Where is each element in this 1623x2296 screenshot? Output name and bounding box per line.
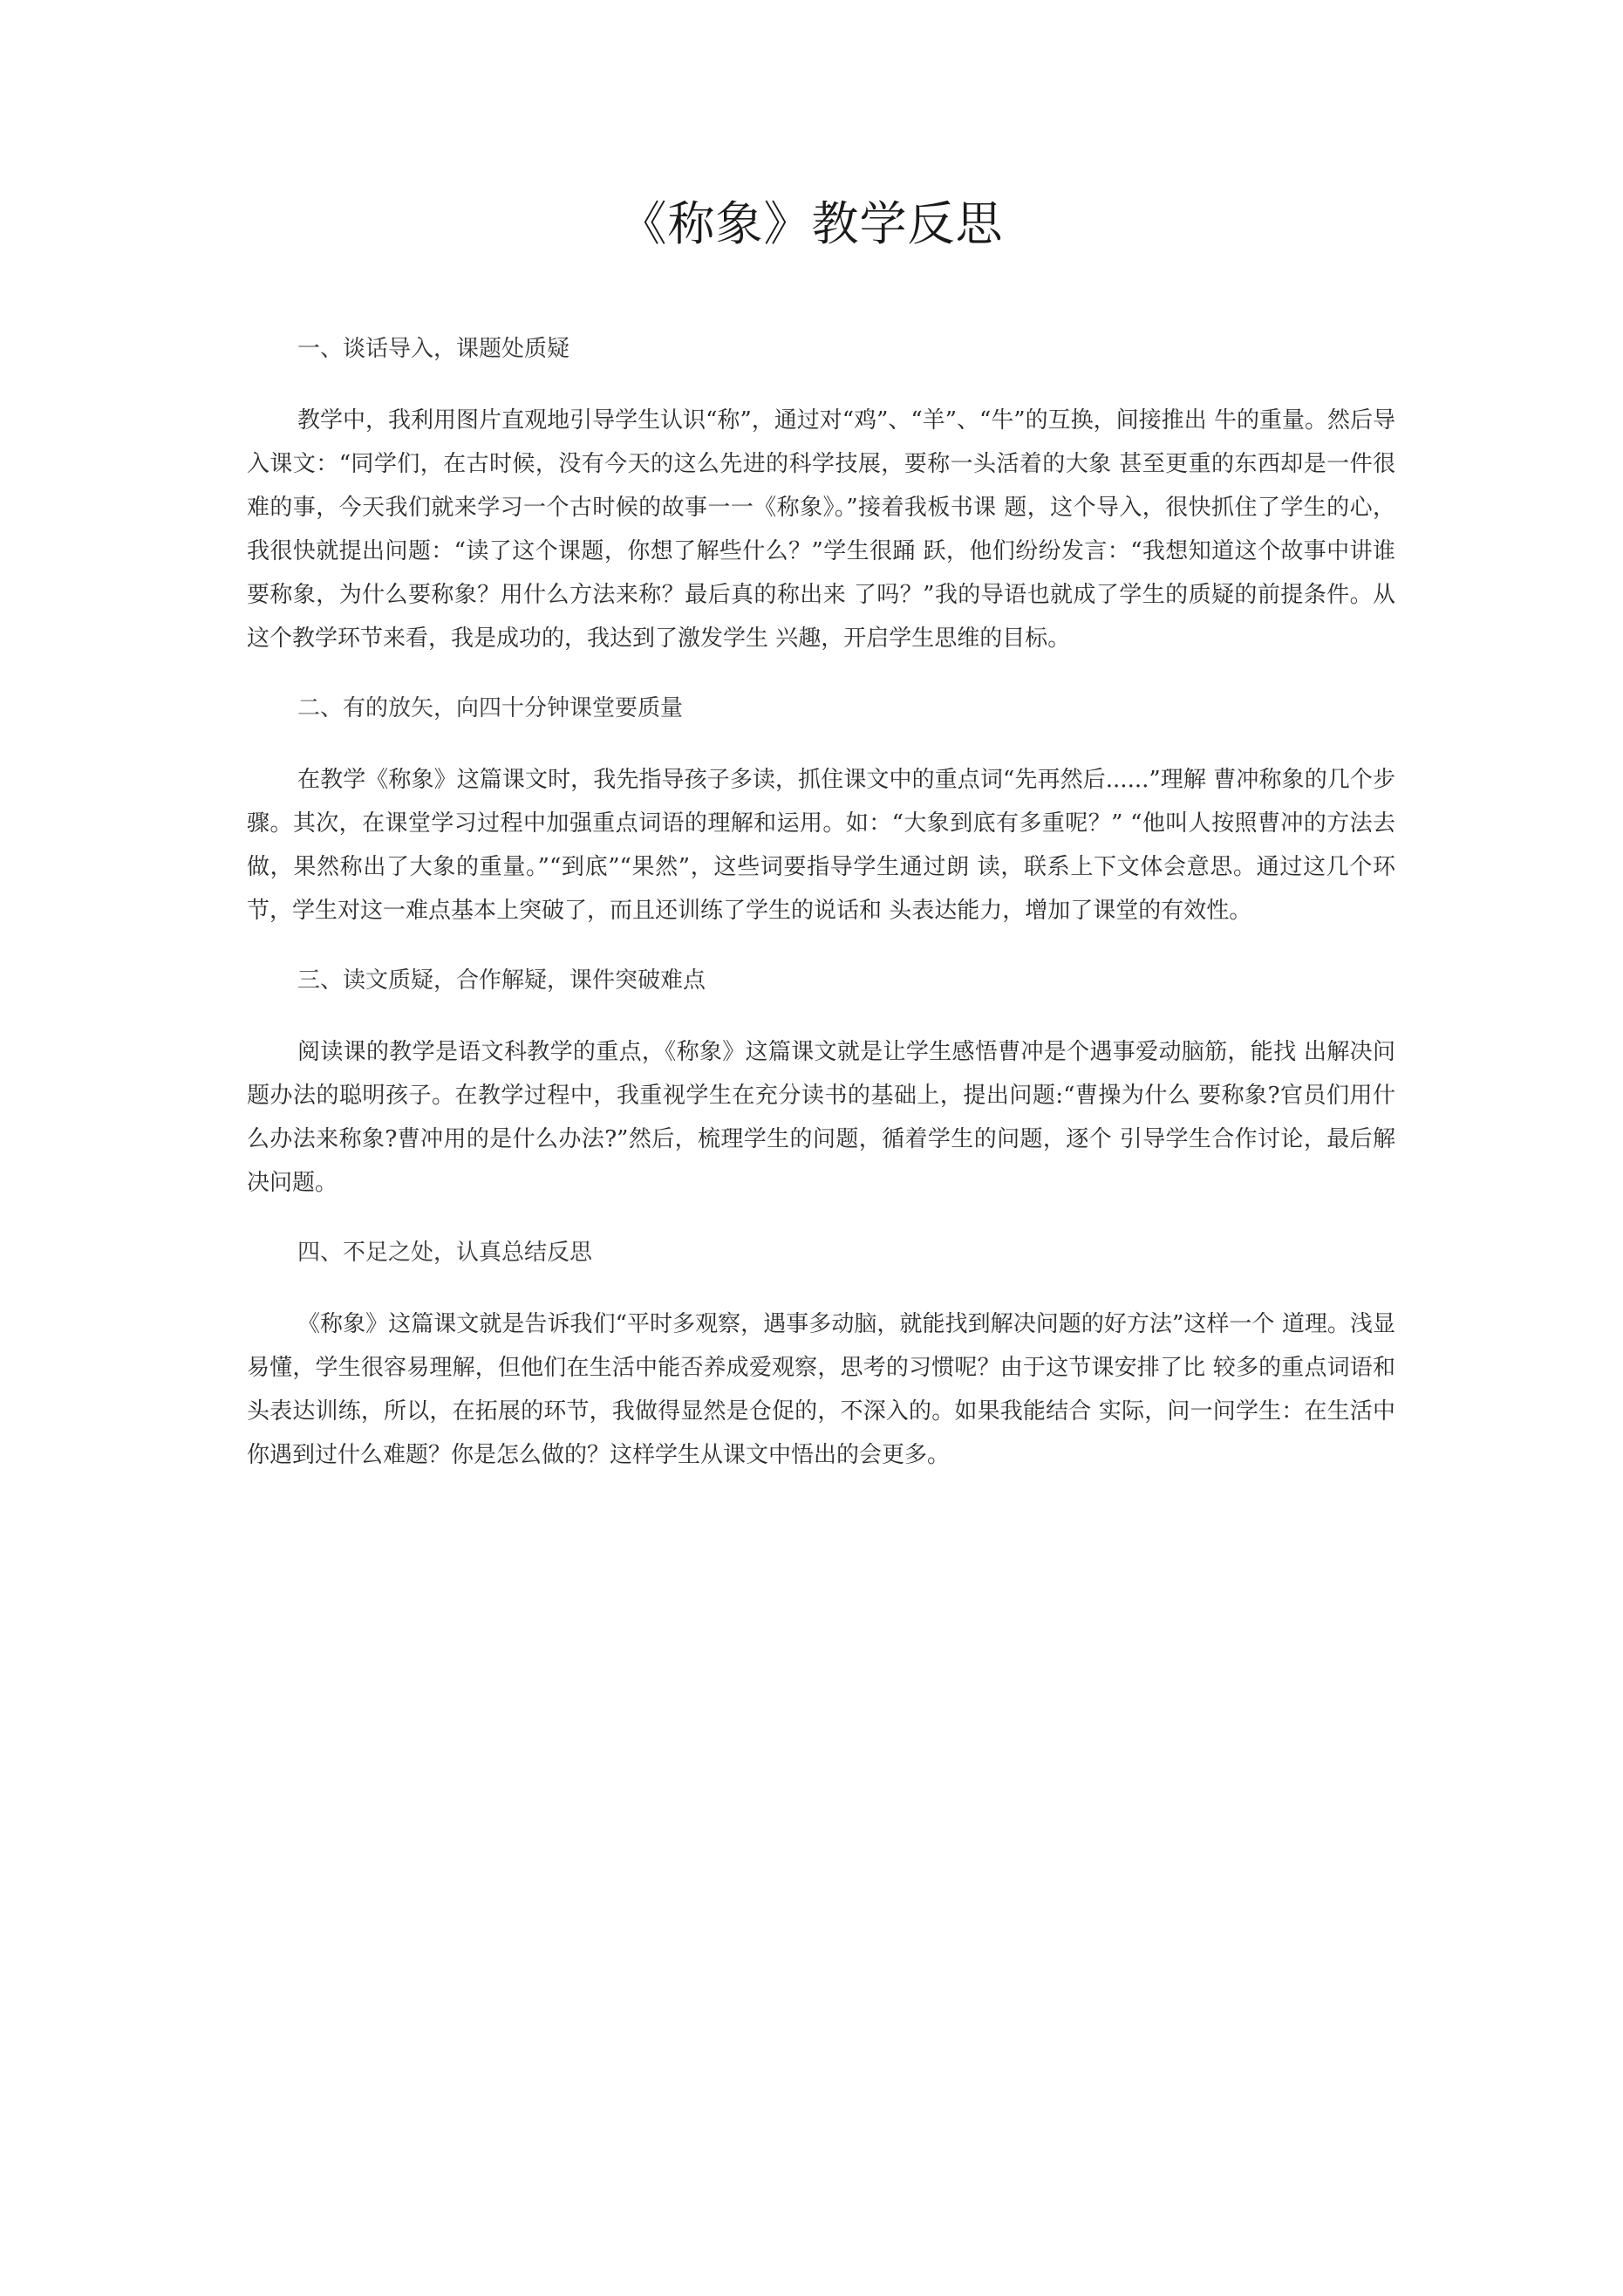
section-heading-1: 一、谈话导入，课题处质疑 bbox=[297, 336, 570, 362]
section-body-2: 在教学《称象》这篇课文时，我先指导孩子多读，抓住课文中的重点词“先再然后......”理解 曹冲称象的几个步骤。其次，在课堂学习过程中加强重点词语的理解和运用。如：“大象到底有多重呢？” “他叫人按照曹冲的方法去做，果然称出了大象的重量。”“到底”“果然”，这些词要指导学生通过朗 读，联系上下文体会意思。通过这几个环节，学生对这一难点基本上突破了，而且还训练了学生的说话和 头表达能力，增加了课堂的有效性。 bbox=[247, 767, 1395, 924]
document-body bbox=[247, 327, 1395, 1503]
section-heading-3: 三、读文质疑，合作解疑，课件突破难点 bbox=[297, 967, 706, 994]
section-body-1: 教学中，我利用图片直观地引导学生认识“称”，通过对“鸡”、“羊”、“牛”的互换，间接推出 牛的重量。然后导入课文：“同学们，在古时候，没有今天的这么先进的科学技展，要称一头活着的大象 甚至更重的东西却是一件很难的事，今天我们就来学习一个古时候的故事一一《称象》。”接着我板书课 题，这个导入，很快抓住了学生的心，我很快就提出问题：“读了这个课题，你想了解些什么？”学生很踊 跃，他们纷纷发言：“我想知道这个故事中讲谁要称象，为什么要称象？用什么方法来称？最后真的称出来 了吗？”我的导语也就成了学生的质疑的前提条件。从这个教学环节来看，我是成功的，我达到了激发学生 兴趣，开启学生思维的目标。 bbox=[247, 407, 1395, 652]
document-title: 《称象》教学反思 bbox=[619, 196, 1004, 251]
section-heading-4: 四、不足之处，认真总结反思 bbox=[297, 1240, 593, 1266]
section-heading-2: 二、有的放矢，向四十分钟课堂要质量 bbox=[297, 695, 684, 721]
section-body-4: 《称象》这篇课文就是告诉我们“平时多观察，遇事多动脑，就能找到解决问题的好方法”这样一个 道理。浅显易懂，学生很容易理解，但他们在生活中能否养成爱观察，思考的习惯呢？由于这节课安排了比 较多的重点词语和头表达训练，所以，在拓展的环节，我做得显然是仓促的，不深入的。如果我能结合 实际，问一问学生：在生活中你遇到过什么难题？你是怎么做的？这样学生从课文中悟出的会更多。 bbox=[247, 1311, 1395, 1468]
section-body-3: 阅读课的教学是语文科教学的重点，《称象》这篇课文就是让学生感悟曹冲是个遇事爱动脑筋，能找 出解决问题办法的聪明孩子。在教学过程中，我重视学生在充分读书的基础上，提出问题:“曹操为什么 要称象?官员们用什么办法来称象?曹冲用的是什么办法?”然后，梳理学生的问题，循着学生的问题，逐个 引导学生合作讨论，最后解决问题。 bbox=[247, 1039, 1395, 1196]
